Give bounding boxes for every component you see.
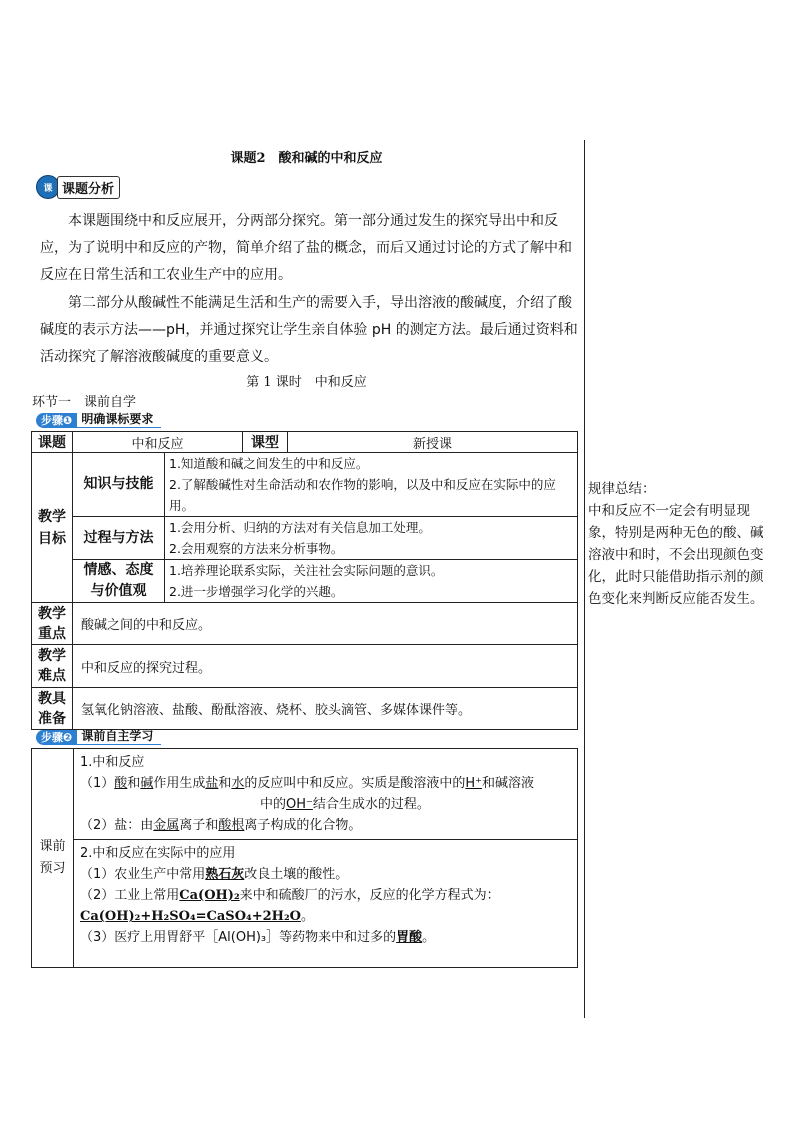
text: 。 <box>422 930 436 945</box>
kexing-label: 课型 <box>243 432 288 453</box>
side-note <box>588 478 764 610</box>
block-2-title: 2.中和反应在实际中的应用 <box>80 846 236 861</box>
keti-label: 课题 <box>32 432 73 453</box>
lesson-title: 第 1 课时 中和反应 <box>246 375 367 390</box>
block-1-line-2 <box>80 794 571 815</box>
text: （3）医疗上用胃舒平［Al(OH)₃］等药物来中和过多的 <box>80 930 397 945</box>
block-2-line-4 <box>80 927 571 948</box>
difficulty-value: 中和反应的探究过程。 <box>73 645 578 688</box>
text: 结合生成水的过程。 <box>312 797 430 812</box>
text: 和碱溶液 <box>482 776 535 791</box>
badge-label: 课题分析 <box>57 176 120 199</box>
text: （1） <box>80 776 115 791</box>
goal-item: 1.知道酸和碱之间发生的中和反应。 <box>169 456 369 471</box>
answer-stomach-acid: 胃酸 <box>396 930 423 945</box>
text: 作用生成 <box>153 776 206 791</box>
page-title: 课题2 酸和碱的中和反应 <box>230 151 383 166</box>
section-heading: 环节一 课前自学 <box>32 395 137 410</box>
answer-slaked-lime: 熟石灰 <box>205 867 245 882</box>
block-2-line-3 <box>80 906 571 927</box>
answer-calcium-hydroxide: Ca(OH)₂ <box>179 888 240 903</box>
preview-label: 课前预习 <box>32 749 74 968</box>
goal-process-label: 过程与方法 <box>73 517 165 560</box>
prep-label: 教具准备 <box>32 688 73 730</box>
block-1-title: 1.中和反应 <box>80 755 145 770</box>
answer-metal: 金属 <box>153 818 180 833</box>
goal-process-items <box>165 517 578 560</box>
text: 的反应叫中和反应。实质是酸溶液中的 <box>244 776 466 791</box>
intro-paragraph-1: 本课题围绕中和反应展开，分两部分探究。第一部分通过发生的探究导出中和反应，为了说明中和反应的产物，简单介绍了盐的概念，而后又通过讨论的方式了解中和反应在日常生活和工农业生产中的应用。 <box>40 213 572 283</box>
block-1-line-1 <box>80 773 571 794</box>
goal-knowledge-label: 知识与技能 <box>73 453 165 517</box>
text: 离子构成的化合物。 <box>244 818 362 833</box>
goal-item: 2.了解酸碱性对生命活动和农作物的影响，以及中和反应在实际中的应用。 <box>169 477 556 513</box>
answer-h-ion: H⁺ <box>465 776 483 791</box>
text: 和 <box>127 776 141 791</box>
goal-item: 2.进一步增强学习化学的兴趣。 <box>169 584 344 599</box>
key-value: 酸碱之间的中和反应。 <box>73 603 578 645</box>
goal-item: 1.会用分析、归纳的方法对有关信息加工处理。 <box>169 520 431 535</box>
difficulty-label: 教学难点 <box>32 645 73 688</box>
answer-acid-radical: 酸根 <box>218 818 245 833</box>
goal-item: 1.培养理论联系实际，关注社会实际问题的意识。 <box>169 563 444 578</box>
block-2-line-1 <box>80 864 571 885</box>
neutralization-block <box>74 749 578 840</box>
step-2-tag: 步骤❷ <box>36 730 77 745</box>
text: 来中和硫酸厂的污水，反应的化学方程式为： <box>239 888 500 903</box>
answer-oh-ion: OH⁻ <box>286 797 313 812</box>
goals-label: 教学目标 <box>32 453 73 603</box>
step-1-header <box>36 412 161 428</box>
side-note-text: 中和反应不一定会有明显现象，特别是两种无色的酸、碱溶液中和时，不会出现颜色变化，此时只能借助指示剂的颜色变化来判断反应能否发生。 <box>588 503 764 607</box>
text: 中的 <box>260 797 287 812</box>
side-note-title: 规律总结： <box>588 481 656 497</box>
application-block <box>74 840 578 968</box>
lesson-plan-table <box>31 431 578 730</box>
block-2-line-2 <box>80 885 571 906</box>
answer-salt: 盐 <box>205 776 219 791</box>
goal-item: 2.会用观察的方法来分析事物。 <box>169 541 344 556</box>
prep-value: 氢氧化钠溶液、盐酸、酚酞溶液、烧杯、胶头滴管、多媒体课件等。 <box>73 688 578 730</box>
goal-knowledge-items <box>165 453 578 517</box>
step-2-header <box>36 729 161 745</box>
step-1-tag: 步骤❶ <box>36 413 77 428</box>
key-label: 教学重点 <box>32 603 73 645</box>
text: （2）工业上常用 <box>80 888 180 903</box>
goal-attitude-items <box>165 560 578 603</box>
kexing-value: 新授课 <box>288 432 578 453</box>
block-1-line-3 <box>80 815 571 836</box>
text: 和 <box>218 776 232 791</box>
goal-attitude-label: 情感、态度与价值观 <box>73 560 165 603</box>
answer-acid: 酸 <box>114 776 128 791</box>
intro-paragraph-2: 第二部分从酸碱性不能满足生活和生产的需要入手，导出溶液的酸碱度，介绍了酸碱度的表示方法——pH，并通过探究让学生亲自体验 pH 的测定方法。最后通过资料和活动探究了解溶液酸碱度的重要意义。 <box>40 295 578 365</box>
answer-water: 水 <box>231 776 245 791</box>
answer-equation: Ca(OH)₂+H₂SO₄=CaSO₄+2H₂O <box>80 909 301 924</box>
text: （2）盐：由 <box>80 818 154 833</box>
answer-base: 碱 <box>140 776 154 791</box>
keti-value: 中和反应 <box>73 432 243 453</box>
section-badge <box>36 177 120 197</box>
step-1-title: 明确课标要求 <box>77 412 161 428</box>
text: 离子和 <box>179 818 219 833</box>
lesson-icon: 课 <box>36 175 60 199</box>
text: （1）农业生产中常用 <box>80 867 206 882</box>
step-2-title: 课前自主学习 <box>77 729 161 745</box>
text: 。 <box>300 909 314 924</box>
preview-table <box>31 748 578 968</box>
margin-divider <box>584 140 585 1018</box>
text: 改良土壤的酸性。 <box>244 867 349 882</box>
